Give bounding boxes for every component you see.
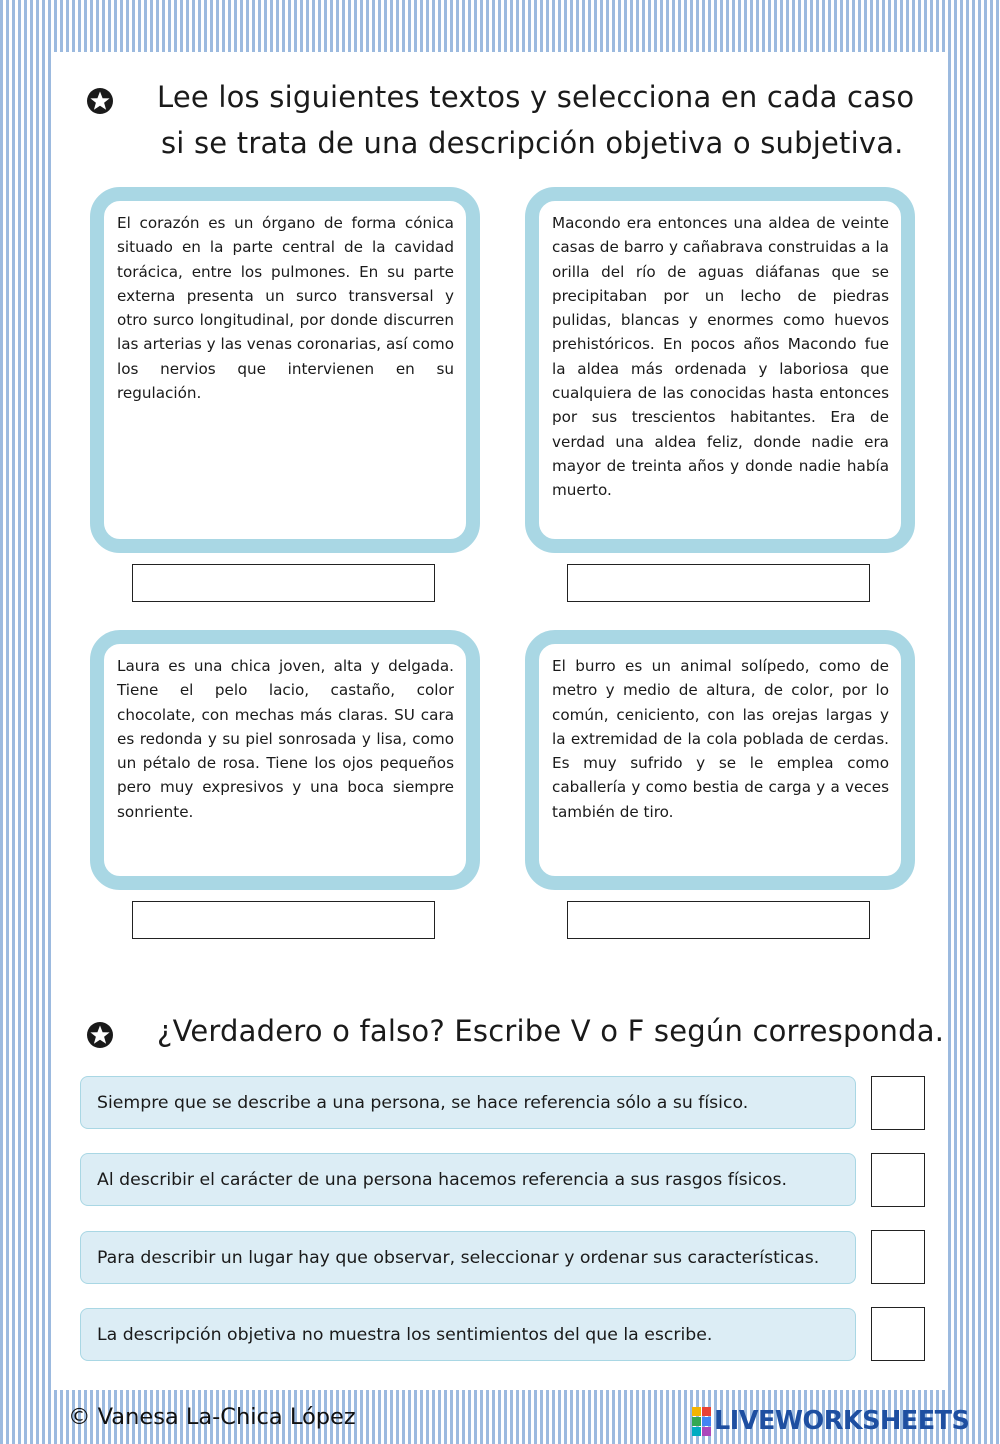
- statement-2: Al describir el carácter de una persona hacemos referencia a sus rasgos físicos.: [80, 1153, 856, 1206]
- text-card-content: Macondo era entonces una aldea de veinte casas de barro y cañabrava construidas a la orilla del río de aguas diáfanas que se precipitaban por un lecho de piedras pulidas, blancas y enormes como huevos prehistóricos. En pocos años Macondo fue la aldea más ordenada y laboriosa que cualquiera de las conocidas hasta entonces por sus trescientos habitantes. Era de verdad una aldea feliz, donde nadie era mayor de treinta años y donde nadie había muerto.: [552, 214, 889, 500]
- answer-select-box-2[interactable]: [567, 564, 870, 602]
- statement-4: La descripción objetiva no muestra los sentimientos del que la escribe.: [80, 1308, 856, 1361]
- text-card-4: [525, 630, 915, 890]
- copyright-text: © Vanesa La-Chica López: [68, 1404, 356, 1430]
- liveworksheets-brand[interactable]: [692, 1404, 969, 1438]
- liveworksheets-logo-icon: [692, 1407, 711, 1436]
- instruction-line-1: Lee los siguientes textos y selecciona en cada caso: [157, 80, 915, 114]
- true-false-input-1[interactable]: [871, 1076, 925, 1130]
- statement-3: Para describir un lugar hay que observar, seleccionar y ordenar sus características.: [80, 1231, 856, 1284]
- worksheet-page: [53, 52, 948, 1390]
- true-false-input-4[interactable]: [871, 1307, 925, 1361]
- true-false-instruction: ¿Verdadero o falso? Escribe V o F según corresponda.: [157, 1014, 945, 1048]
- text-card-1: [90, 187, 480, 553]
- instruction-line-2: si se trata de una descripción objetiva o subjetiva.: [161, 126, 904, 160]
- text-card-content: Laura es una chica joven, alta y delgada. Tiene el pelo lacio, castaño, color chocolate, con mechas más claras. SU cara es redonda y su piel sonrosada y lisa, como un pétalo de rosa. Tiene los ojos pequeños pero muy expresivos y una boca siempre sonriente.: [117, 657, 454, 821]
- text-card-content: El corazón es un órgano de forma cónica situado en la parte central de la cavidad torácica, entre los pulmones. En su parte externa presenta un surco transversal y otro surco longitudinal, por donde discurren las arterias y las venas coronarias, así como los nervios que intervienen en su regulación.: [117, 214, 454, 403]
- star-in-circle-icon: [85, 1020, 115, 1050]
- answer-select-box-3[interactable]: [132, 901, 435, 939]
- text-card-3: [90, 630, 480, 890]
- brand-name: LIVEWORKSHEETS: [714, 1406, 970, 1436]
- answer-select-box-4[interactable]: [567, 901, 870, 939]
- text-card-content: El burro es un animal solípedo, como de metro y medio de altura, de color, por lo común, ceniciento, con las orejas largas y la extremidad de la cola poblada de cerdas. Es muy sufrido y se le emplea como caballería y como bestia de carga y a veces también de tiro.: [552, 657, 889, 821]
- true-false-input-3[interactable]: [871, 1230, 925, 1284]
- answer-select-box-1[interactable]: [132, 564, 435, 602]
- statement-1: Siempre que se describe a una persona, se hace referencia sólo a su físico.: [80, 1076, 856, 1129]
- true-false-input-2[interactable]: [871, 1153, 925, 1207]
- text-card-2: [525, 187, 915, 553]
- star-in-circle-icon: [85, 86, 115, 116]
